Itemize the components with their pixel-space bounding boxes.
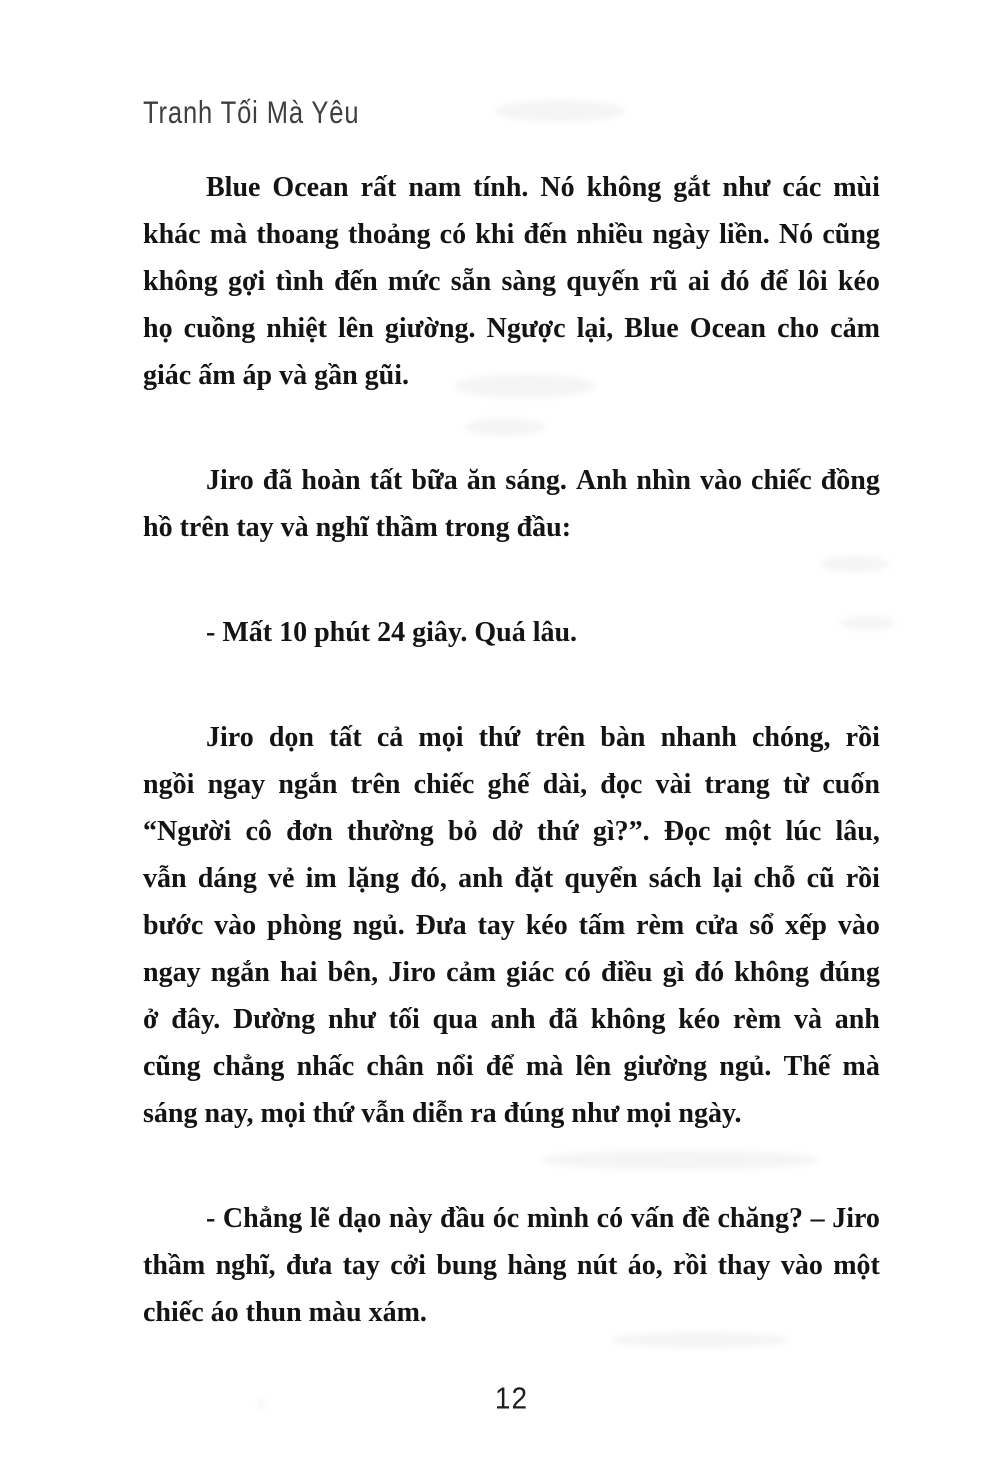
text-line: thầm nghĩ, đưa tay cởi bung hàng nút áo, rồi thay vào một xyxy=(143,1250,880,1281)
paragraph xyxy=(143,714,880,1137)
text-line: cũng chẳng nhấc chân nổi để mà lên giường ngủ. Thế mà xyxy=(143,1051,880,1082)
text-line: chiếc áo thun màu xám. xyxy=(143,1297,427,1328)
paragraph xyxy=(143,609,880,656)
paragraph xyxy=(143,457,880,551)
text-line: ngồi ngay ngắn trên chiếc ghế dài, đọc vài trang từ cuốn xyxy=(143,769,880,800)
text-line: vẫn dáng vẻ im lặng đó, anh đặt quyển sách lại chỗ cũ rồi xyxy=(143,863,880,894)
text-line: không gợi tình đến mức sẵn sàng quyến rũ ai đó để lôi kéo xyxy=(143,266,880,297)
body-text xyxy=(143,164,880,1394)
text-line: bước vào phòng ngủ. Đưa tay kéo tấm rèm cửa sổ xếp vào xyxy=(143,910,880,941)
paragraph xyxy=(143,1195,880,1336)
paragraph xyxy=(143,164,880,399)
text-line: Jiro đã hoàn tất bữa ăn sáng. Anh nhìn vào chiếc đồng xyxy=(206,465,880,496)
page-number: 12 xyxy=(494,1381,529,1416)
text-line: giác ấm áp và gần gũi. xyxy=(143,360,410,391)
text-line: họ cuồng nhiệt lên giường. Ngược lại, Blue Ocean cho cảm xyxy=(143,313,880,344)
scan-artifact xyxy=(495,100,625,122)
text-line: khác mà thoang thoảng có khi đến nhiều ngày liền. Nó cũng xyxy=(143,219,880,250)
text-line: hồ trên tay và nghĩ thầm trong đầu: xyxy=(143,512,572,543)
text-line: Jiro dọn tất cả mọi thứ trên bàn nhanh chóng, rồi xyxy=(206,722,880,753)
running-header: Tranh Tối Mà Yêu xyxy=(143,96,360,131)
text-line: - Chẳng lẽ dạo này đầu óc mình có vấn đề chăng? – Jiro xyxy=(206,1203,880,1234)
text-line: sáng nay, mọi thứ vẫn diễn ra đúng như mọi ngày. xyxy=(143,1098,742,1129)
text-line: ở đây. Dường như tối qua anh đã không kéo rèm và anh xyxy=(143,1004,880,1035)
text-line: “Người cô đơn thường bỏ dở thứ gì?”. Đọc một lúc lâu, xyxy=(143,816,880,847)
text-line: - Mất 10 phút 24 giây. Quá lâu. xyxy=(206,617,578,648)
text-line: ngay ngắn hai bên, Jiro cảm giác có điều gì đó không đúng xyxy=(143,957,880,988)
text-line: Blue Ocean rất nam tính. Nó không gắt như các mùi xyxy=(206,172,880,203)
